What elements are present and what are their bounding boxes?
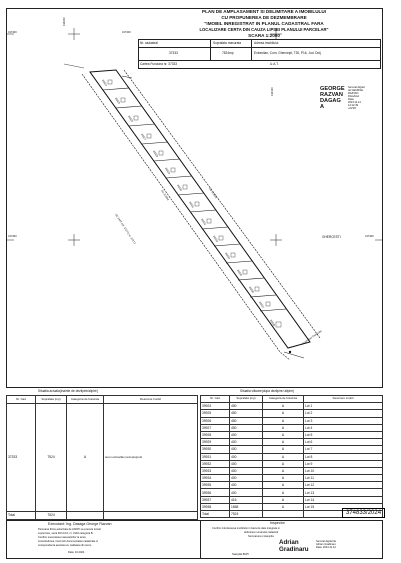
lot-label: 39929	[164, 167, 171, 175]
table-row: 39937 416 A Lot 14	[201, 496, 383, 503]
coord-y-mid-right: 317300	[365, 235, 374, 238]
table-row: 39933 400 A Lot 10	[201, 467, 383, 474]
table-row: Total 7524	[7, 511, 198, 519]
table-row: 39929 400 A Lot 6	[201, 439, 383, 446]
road-label-1: DE 3467 (Cf. 37271) nr. 37272	[114, 213, 137, 245]
coord-y-top-left: 317400	[8, 31, 17, 34]
lot-label: 39938	[269, 319, 276, 327]
lot-label: 39924	[101, 79, 108, 87]
coord-y-mid-left: 317300	[8, 235, 17, 238]
table-row: 39935 400 A Lot 12	[201, 482, 383, 489]
table-row: 39927 450 A Lot 4	[201, 424, 383, 431]
executant-label: Executant: Ing. Dasaga George Razvan	[48, 522, 112, 526]
lot-label: 39936	[248, 286, 255, 294]
lot-label: 39930	[176, 184, 183, 192]
lot-label: 39937	[258, 301, 265, 309]
nr-cadastral-value: 37333	[169, 51, 178, 55]
signature-top-detail: Semnat digital de GEORGE RAZVAN DAGAGA Data: 2024.11.14 14:12:49 +02'00'	[348, 86, 365, 110]
inspector-line: atribuirea numarului cadastral	[244, 531, 279, 534]
table-row: 39938 1658 A Lot 15	[201, 503, 383, 510]
executant-line: Confirm executarea masuratorilor la teren,	[38, 536, 87, 539]
lot-marks	[108, 80, 281, 327]
inspector-label: Inspector	[270, 521, 285, 525]
coord-x-left: 414000	[63, 17, 66, 26]
actual-table: Nr. Cad Suprafata (mp) Categoria de folosinta Descriere Imobil 37333 7524 A teren extravilan,neimprejmuit Total 7524	[6, 395, 198, 520]
table-row: 39928 400 A Lot 5	[201, 431, 383, 438]
owner-label: Proprietari Particular	[301, 329, 323, 346]
stampila-label: Stampila BCPI	[232, 553, 249, 556]
registration-number: 374833/2024	[342, 508, 385, 518]
table-row: 37333 7524 A teren extravilan,neimprejmuit	[7, 404, 198, 511]
cadastral-plan-sheet	[4, 4, 397, 559]
title-line-4: LOCALIZARE CERTA DIN CAUZA LIPSEI PLANULUI PARCELAR"	[199, 27, 329, 32]
lot-label: 39928	[152, 150, 159, 158]
inspector-line: Confirm introducerea imobilului in baza de date integrata si	[212, 527, 280, 530]
lot-label: 39926	[127, 115, 134, 123]
lot-label: 39925	[114, 97, 121, 105]
actual-situation-title: Situatia actuala(inainte de dezlipire/alipire)	[38, 389, 98, 393]
proposed-situation-title: Situatia viitoare(dupa dezlipire/ alipire)	[240, 389, 295, 393]
table-row: 39926 450 A Lot 3	[201, 417, 383, 424]
table-row: 39925 450 A Lot 2	[201, 410, 383, 417]
executant-line: Persoana fizica autorizata de ANCPI sa execute lucrari	[38, 528, 102, 531]
title-line-1: PLAN DE AMPLASAMENT SI DELIMITARE A IMOBILULUI	[202, 9, 326, 14]
scale-label: SCARA 1:2000	[248, 33, 280, 38]
table-row: 39934 400 A Lot 11	[201, 475, 383, 482]
suprafata-value: 7524mp	[222, 51, 234, 55]
grid-crosses	[6, 28, 383, 246]
nr-cadastral-label: Nr. cadastral	[140, 41, 158, 45]
table-row: 39936 400 A Lot 13	[201, 489, 383, 496]
uat-value: GHERCESTI	[322, 235, 341, 239]
road-left	[82, 74, 290, 360]
coord-y-top-mid: 317400	[122, 31, 131, 34]
table-row: 39924 450 A Lot 1	[201, 403, 383, 410]
carte-funciara: Cartea Funciara nr. 37333	[140, 62, 178, 66]
coord-x-mid: 414100	[271, 87, 274, 96]
parcel-outline	[90, 70, 310, 348]
proposed-table: Nr. Cad Suprafata (mp) Categoria de folosinta Descriere imobil 39924 450 A Lot 1 39925 450 A Lot 2 39926 450 A Lot 3 39927 450 A Lot 4 39928 400 A Lot 5 39929 400 A Lot 6 39930 400 A Lot 7 39931 400 A Lot 8 39932 400 A Lot 9 39933 400 A Lot 10 39934 400 A Lot 11 39935 400 A Lot 12 39936 400 A Lot 13 39937 416 A Lot 14 39938 1658 A Lot 15 Total 7524	[200, 395, 383, 518]
executant-line: corespondenta acesteia cu realitatea din teren.	[38, 544, 92, 547]
adresa-value: Extravilan, Com. Gherceşti, T30, P16, Jud. Dolj	[254, 51, 321, 55]
footer-date: Data: 10.2024	[68, 551, 85, 554]
lot-label: 39931	[188, 201, 195, 209]
executant-line: cuprinzare, seria RO-DJ-F, nr. 0132 categoria B.	[38, 532, 94, 535]
lot-label: 39934	[224, 252, 231, 260]
title-line-3: "IMOBIL INREGISTRAT IN PLANUL CADASTRAL FARA	[204, 21, 324, 26]
signature-top-name: GEORGE RAZVAN DAGAG A	[320, 86, 345, 110]
suprafata-label: Suprafata masurata	[213, 41, 241, 45]
table-row: 39931 400 A Lot 8	[201, 453, 383, 460]
executant-line: corectitudinea, intocmirii documentatiei cadastrale si	[38, 540, 98, 543]
road-right	[124, 70, 320, 338]
table-row: 39932 400 A Lot 9	[201, 460, 383, 467]
table-row: 39930 400 A Lot 7	[201, 446, 383, 453]
adresa-label: Adresa imobilului	[254, 41, 279, 45]
uat-label: U.A.T.	[270, 62, 279, 66]
title-line-2: CU PROPUNEREA DE DEZMEMBRARE	[221, 15, 307, 20]
lot-label: 39935	[236, 269, 243, 277]
inspector-signature: Adrian Gradinaru	[279, 539, 309, 553]
inspector-signature-detail: Semnat digital de Adrian Gradinaru Data: 2024.11.14	[316, 540, 337, 549]
lot-label: 39927	[140, 133, 147, 141]
parcel-map	[4, 4, 397, 394]
table-row: Total 7524	[201, 511, 383, 518]
road-label-3: De 31/664	[208, 187, 218, 200]
lot-label: 39933	[212, 235, 219, 243]
inspector-line: Semnatura si stampila	[248, 535, 274, 538]
road-label-2: De 31/684	[160, 189, 170, 202]
lot-label: 39932	[200, 218, 207, 226]
